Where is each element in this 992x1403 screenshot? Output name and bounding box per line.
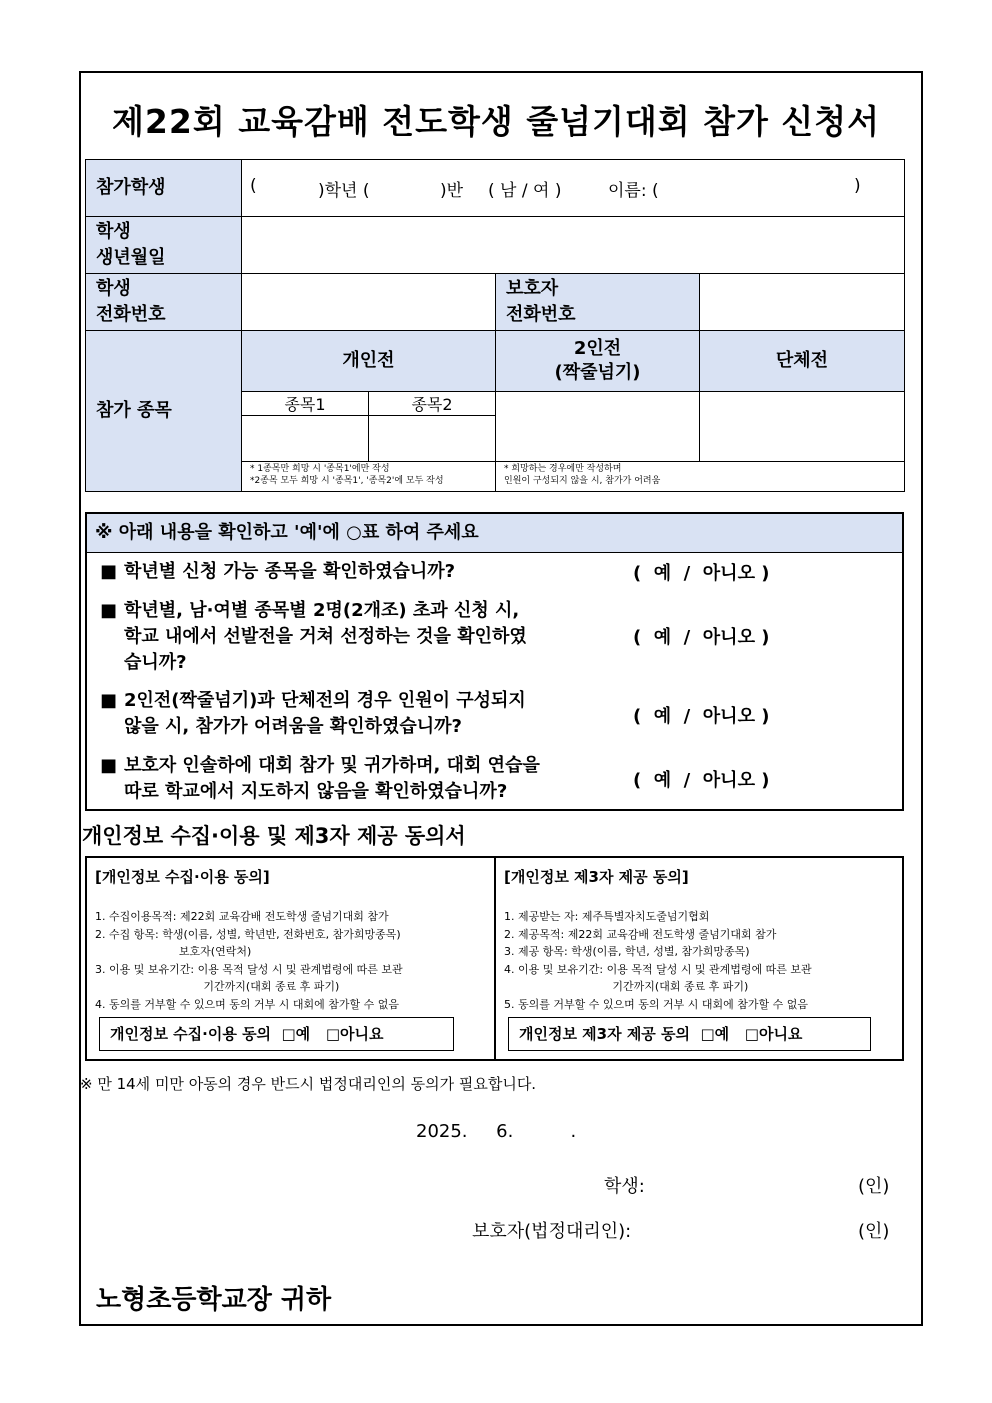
question-4: ■ 보호자 인솔하에 대회 참가 및 귀가하며, 대회 연습을 따로 학교에서 지도하지 않음을 확인하였습니까? xyxy=(100,755,540,802)
confirmation-header: ※ 아래 내용을 확인하고 '예'에 ○표 하여 주세요 xyxy=(87,514,902,553)
third-party-header: [개인정보 제3자 제공 동의] xyxy=(504,868,689,886)
guardian-note: ※ 만 14세 미만 아동의 경우 반드시 법정대리인의 동의가 필요합니다. xyxy=(80,1075,537,1093)
birth-field[interactable] xyxy=(242,217,905,274)
collection-header: [개인정보 수집·이용 동의] xyxy=(95,868,270,886)
participant-field[interactable]: ( )학년 ( )반 ( 남 / 여 ) 이름: ( ) xyxy=(242,160,905,217)
guardian-sign-label: 보호자(법정대리인): xyxy=(472,1221,632,1242)
third-party-items: 1. 제공받는 자: 제주특별자치도줄넘기협회 2. 제공목적: 제22회 교육감배 전도학생 줄넘기대회 참가 3. 제공 항목: 학생(이름, 학년, 성별, 참가희망종목) 4. 이용 및 보유기간: 이용 목적 달성 시 및 관계법령에 따른 보관 기간까지(대회 종료 후 파기) 5. 동의를 거부할 수 있으며 동의 거부 시 대회에 참가할 수 없음 xyxy=(504,910,812,1011)
student-phone-label: 학생 전화번호 xyxy=(86,274,242,331)
individual-label: 개인전 xyxy=(242,331,496,392)
event1-field[interactable] xyxy=(242,416,369,462)
answer-2[interactable]: ( 예 / 아니오 ) xyxy=(633,627,770,648)
team-field[interactable] xyxy=(700,392,905,462)
individual-note: * 1종목만 희망 시 '종목1'에만 작성 *2종목 모두 희망 시 '종목1', '종목2'에 모두 작성 xyxy=(242,462,496,492)
application-table xyxy=(85,159,905,492)
answer-1[interactable]: ( 예 / 아니오 ) xyxy=(633,563,770,584)
question-1: ■ 학년별 신청 가능 종목을 확인하였습니까? xyxy=(100,561,456,582)
pair-label: 2인전 (짝줄넘기) xyxy=(496,331,700,392)
privacy-consent-box xyxy=(85,856,904,1061)
date-field[interactable]: 2025. 6. . xyxy=(416,1121,577,1142)
answer-4[interactable]: ( 예 / 아니오 ) xyxy=(633,770,770,791)
student-phone-field[interactable] xyxy=(242,274,496,331)
gender-selector[interactable]: ( 남 / 여 ) xyxy=(488,181,562,201)
participant-label: 참가학생 xyxy=(86,160,242,217)
question-2: ■ 학년별, 남·여별 종목별 2명(2개조) 초과 신청 시, 학교 내에서 선발전을 거쳐 선정하는 것을 확인하였 습니까? xyxy=(100,600,527,673)
event2-field[interactable] xyxy=(369,416,496,462)
events-label: 참가 종목 xyxy=(86,331,242,492)
answer-3[interactable]: ( 예 / 아니오 ) xyxy=(633,706,770,727)
guardian-phone-label: 보호자 전화번호 xyxy=(496,274,700,331)
student-seal[interactable]: (인) xyxy=(858,1176,890,1197)
addressee: 노형초등학교장 귀하 xyxy=(96,1285,332,1315)
birth-label: 학생 생년월일 xyxy=(86,217,242,274)
event1-label: 종목1 xyxy=(242,392,369,416)
third-party-consent xyxy=(496,858,902,1059)
guardian-seal[interactable]: (인) xyxy=(858,1221,890,1242)
third-party-consent-checkbox[interactable]: 개인정보 제3자 제공 동의 □예 □아니요 xyxy=(508,1017,871,1051)
privacy-section-title: 개인정보 수집·이용 및 제3자 제공 동의서 xyxy=(82,824,466,848)
pair-field[interactable] xyxy=(496,392,700,462)
event2-label: 종목2 xyxy=(369,392,496,416)
confirmation-section xyxy=(85,512,904,811)
pair-note: * 희망하는 경우에만 작성하며 인원이 구성되지 않을 시, 참가가 어려움 xyxy=(496,462,905,492)
form-title: 제22회 교육감배 전도학생 줄넘기대회 참가 신청서 xyxy=(112,102,880,141)
collection-items: 1. 수집이용목적: 제22회 교육감배 전도학생 줄넘기대회 참가 2. 수집 항목: 학생(이름, 성별, 학년반, 전화번호, 참가희망종목) 보호자(연락처) 3. 이용 및 보유기간: 이용 목적 달성 시 및 관계법령에 따른 보관 기간까지(대회 종료 후 파기) 4. 동의를 거부할 수 있으며 동의 거부 시 대회에 참가할 수 없음 xyxy=(95,910,403,1011)
collection-consent xyxy=(87,858,496,1059)
student-sign-label: 학생: xyxy=(604,1176,645,1197)
team-label: 단체전 xyxy=(700,331,905,392)
guardian-phone-field[interactable] xyxy=(700,274,905,331)
question-3: ■ 2인전(짝줄넘기)과 단체전의 경우 인원이 구성되지 않을 시, 참가가 어려움을 확인하였습니까? xyxy=(100,690,526,737)
collection-consent-checkbox[interactable]: 개인정보 수집·이용 동의 □예 □아니요 xyxy=(99,1017,454,1051)
